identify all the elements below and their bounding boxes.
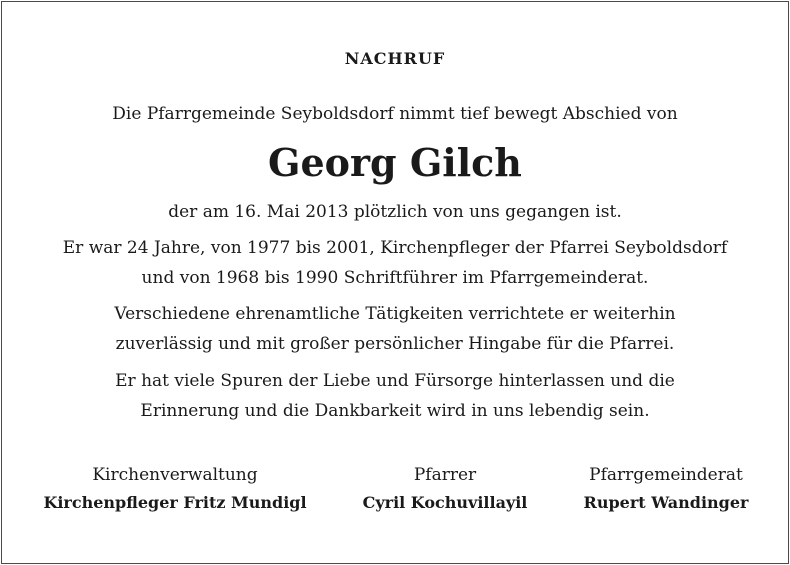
signature-role: Kirchenverwaltung (92, 465, 258, 485)
signature-block-church-administration (30, 461, 320, 517)
paragraph-volunteer (20, 299, 770, 359)
signature-person: Rupert Wandinger (583, 493, 749, 512)
paragraph-line: Er hat viele Spuren der Liebe und Fürsorge hinterlassen und die (115, 371, 675, 391)
paragraph-service (20, 233, 770, 293)
notice-heading: NACHRUF (344, 49, 446, 68)
signature-person: Kirchenpfleger Fritz Mundigl (43, 493, 307, 512)
paragraph-line: zuverlässig und mit großer persönlicher Hingabe für die Pfarrei. (115, 334, 675, 354)
signature-role: Pfarrgemeinderat (589, 465, 743, 485)
paragraph-line: Erinnerung und die Dankbarkeit wird in uns lebendig sein. (140, 401, 650, 421)
signature-person: Cyril Kochuvillayil (362, 493, 528, 512)
paragraph-line: Verschiedene ehrenamtliche Tätigkeiten verrichtete er weiterhin (114, 304, 676, 324)
death-date-line: der am 16. Mai 2013 plötzlich von uns gegangen ist. (168, 202, 622, 222)
notice-intro: Die Pfarrgemeinde Seyboldsdorf nimmt tief bewegt Abschied von (112, 104, 678, 124)
paragraph-memory (20, 366, 770, 426)
paragraph-line: und von 1968 bis 1990 Schriftführer im Pfarrgemeinderat. (141, 268, 649, 288)
paragraph-line: Er war 24 Jahre, von 1977 bis 2001, Kirchenpfleger der Pfarrei Seyboldsdorf (62, 238, 728, 258)
signature-block-pastor (340, 461, 550, 517)
deceased-name: Georg Gilch (268, 140, 522, 185)
signature-role: Pfarrer (413, 465, 477, 485)
signature-block-parish-council (566, 461, 766, 517)
